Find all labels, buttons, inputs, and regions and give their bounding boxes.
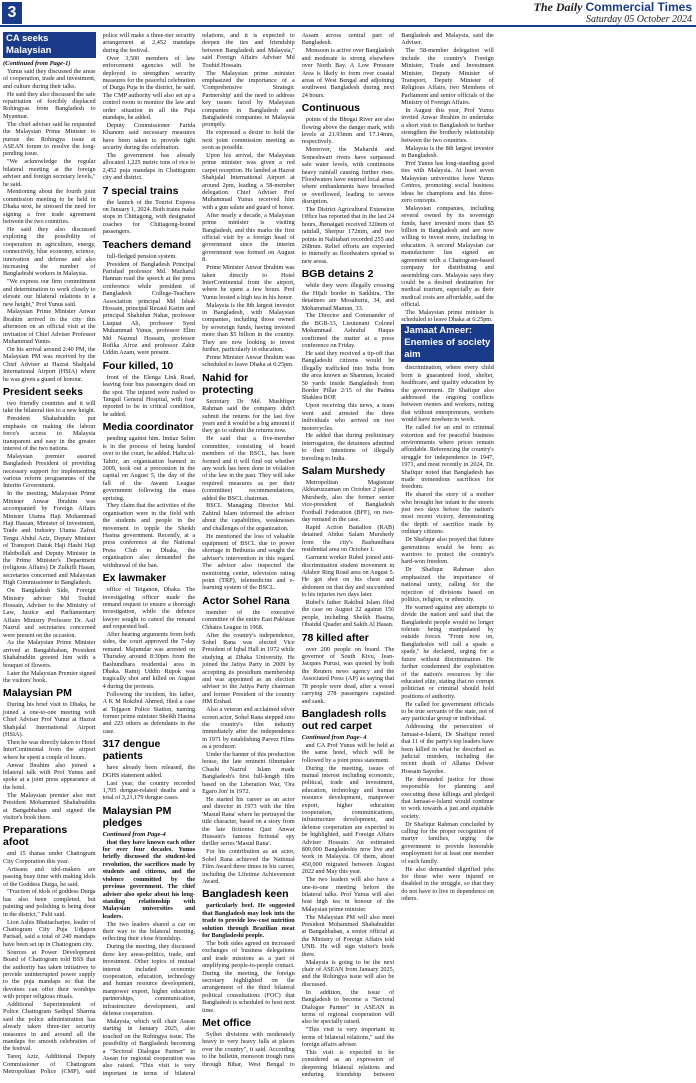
article-paragraph: Secretary Dr Md. Mushfiqur Rahman said the company didn't submit the returns for the last five years and it would be a big amount if they go to submit the returns now.	[202, 397, 295, 435]
article-paragraph: office of Teiganon, Dhaka. The investigating officer made the remand request to ensure a thorough investigation, while the defence lawyer sought to cancel the remand and requested bail.	[102, 586, 196, 631]
page-content	[3, 32, 693, 1081]
article-columns	[3, 32, 693, 1081]
article-paragraph: Additional Superintendent of Police Chattogram Sadiqul Sharma said the police administration has already taken three-tier security measures in and around all the mandaps for smooth celebration of the festival.	[3, 1001, 96, 1053]
article-paragraph: while they were illegally crossing the Hijali border in Satkhira. The detainees are Mosahurra, 34, and Mohammad Mamun, 33.	[301, 282, 395, 312]
article-headline: Jamaat Ameer: Enemies of society aim	[401, 324, 494, 362]
article-paragraph: Also a veteran and acclaimed silver screen actor, Sohel Rana stepped into the country's film industry immediately after the independence in 1971 by establishing Parvez Films as a producer.	[202, 706, 295, 751]
masthead	[0, 0, 696, 27]
article-paragraph: In addition, the issue of Bangladesh to become a "Sectoral Dialogue Partner" in ASEAN in terms of regional cooperation will also be specially raised.	[301, 988, 395, 1026]
article-paragraph: The Malaysian PM will also meet President Mohammed Shahabuddin at Bangabhaban, a senior official at the Ministry of Foreign Affairs told UNB. He will sign visitor's book there.	[301, 913, 395, 958]
article-paragraph: Malaysia is going to be the next chair of ASEAN from January 2025, and the Rohingya issue will also be discussed.	[301, 958, 395, 988]
article-headline: Nahid for protecting	[202, 371, 254, 396]
article-paragraph: After the country's independence, Sohel Rana was elected Vice President of Iqbal Hall in 1972 while studying at Dhaka University. He joined the Jatiya Party in 2009 by accepting its presidium membership and was appointed as an election adviser to the Jatiya Party chairman and former President of the country HM Ershad.	[202, 631, 295, 706]
article-paragraph: Garment worker Rubel joined anti-discrimination student movement in Adabor Ring Road area on August 5. He got shot on his chest and abdomen on that day and succumbed to his injuries two days later.	[301, 554, 395, 599]
article-paragraph: The government has already allocated 1,225 metric tons of rice to 2,452 puja mandaps in Chattogram city and district.	[102, 152, 196, 182]
article-paragraph: He shared the story of a mother who brought her infant to the streets just two days before the nation's most recent victory, demonstrating the depth of sacrifice made by ordinary citizens.	[401, 491, 494, 536]
article-headline: Continuous	[301, 102, 361, 115]
article-paragraph: After hearing arguments from both sides, the court approved the 7-day remand. Majumdar was arrested on Thursday around 8:30pm from the Bashundhara residential area in Dhaka. Ramij Uddin Rupok was tragically shot and killed on August 4 during the protests.	[102, 631, 196, 690]
article-headline: Bangladesh keen	[202, 888, 289, 901]
article-headline: Malaysian PM	[3, 687, 72, 700]
article-paragraph: He called for government officials to be true servants of the state, not of any particular group or individual.	[401, 700, 494, 723]
article-paragraph: He added that during preliminary interrogation, the detainees admitted to their intentions of illegally traveling to India.	[301, 432, 395, 462]
article-paragraph: Malaysian premier assured Bangladesh President of providing necessary support for implementing various reform programmes of the Interim Government.	[3, 452, 96, 490]
article-paragraph: The both sides agreed on increased exchanges of business delegations and trade missions as a part of amplifying people-to-people contact. During the meeting, the foreign secretary highlighted on the arrangement of the third bilateral political consultations (FOC) that Bangladesh is scheduled to host next time.	[202, 939, 295, 1014]
article-paragraph: During the meeting, they discussed three key areas-politics, trade, and investment. Other topics of mutual interest included economic cooperation, education, technology and human resource development, manpower export, higher education partnerships, communication, infrastructure development, and defense cooperation.	[102, 943, 196, 1017]
article-paragraph: He also demanded dignified jobs for those who were injured or disabled in the struggle, so that they do not have to live in dependence on others.	[401, 865, 494, 903]
article-paragraph: The Malaysian premier also met President Mohammed Shahabuddin at Bangabhaban and signed the visitor's book there.	[3, 791, 96, 821]
article-paragraph: For his contribution as an actor, Sohel Rana achieved the National Film Award three times in his career, including the Lifetime Achievement Award.	[202, 848, 295, 885]
article-paragraph: Malaysia is the 8th largest investor in Bangladesh, with Malaysian companies, including those owned by sovereign funds, having invested more than $5 billion in the country. They are now looking to invest further, particularly in education.	[202, 301, 295, 354]
article-headline: Four killed, 10	[102, 359, 174, 372]
article-paragraph: On Bangladesh Side, Foreign Ministry adviser Md Touhid Hossain, Adviser to the Ministry of Law, Justice and Parliamentary Affairs Ministry Professor Dr. Asif Nazrul and secretaries concerned were present on the occasion.	[3, 587, 96, 639]
masthead-title-block	[534, 1, 693, 25]
continued-note: (Continued from Page-1)	[3, 60, 71, 67]
article-paragraph: Rubel's father Rakibul Islam filed the case on August 22 against 156 people, including Sheikh Hasina, Obaidul Quader and Sakib Al Hasan.	[301, 599, 395, 629]
article-paragraph: Sylhet divisions with moderately heavy to very heavy falls at places over the country", it said. According to the bulletin, monsoon trough runs through Bihar, West Bengal to Assam across central part of Bangladesh.	[202, 32, 395, 1068]
article-paragraph: During his brief visit to Dhaka, he joined a one-to-one meeting with Chief Adviser Prof Yunus at Hazrat Shahjalal International Airport (HSIA).	[3, 701, 96, 739]
article-paragraph: Monsoon is active over Bangladesh and moderate to strong elsewhere over North Bay. A Low Pressure Area is likely to form over coastal areas of West Bengal and adjoining southwest Bangladesh during next 24 hours.	[301, 47, 395, 99]
article-paragraph: He said they received a tip-off that Bangladeshi citizens would be illegally trafficked into India from the area known as Shamnan, located 50 yards inside Bangladesh from Border Pillar 2/15 of the Padma Shakhra BOP.	[301, 349, 395, 402]
article-paragraph: Prof Yunus has long-standing good ties with Malaysia. At least seven Malaysian universities have Yunus Centres, promoting social business ideas he champions and his three-zero concepts.	[401, 159, 494, 204]
continued-note: Continued from Page- 4	[301, 733, 367, 741]
article-paragraph: Malaysian Prime Minister Anwar Ibrahim arrived in the city this afternoon on an official visit at the invitation of Chief Adviser Professor Muhammad Yunus.	[3, 308, 96, 346]
article-paragraph: points of the Bhogai River are also flowing above the danger mark, with levels at 21.93mm and 17.14mm, respectively.	[301, 116, 395, 146]
newspaper-name	[534, 1, 693, 14]
article-headline: CA seeks Malaysian	[3, 32, 96, 58]
article-paragraph: The chief adviser said he requested the Malaysian Prime Minister to pursue the Rohingya issue at ASEAN forum to resolve the long-pending issue.	[3, 120, 96, 158]
article-paragraph: He expressed a desire to hold the next joint commission meeting as soon as possible.	[202, 129, 295, 152]
article-bold-lead: particularly beef. He suggested that Bangladesh may look into the trade to provide low-cost nutrition solution through Brazilian meat for Bangladeshi people.	[202, 902, 295, 939]
article-paragraph: After nearly a decade, a Malaysian prime minister is visiting Bangladesh, and this marks the first official visit by a foreign head of government since the interim government was formed on August 8.	[202, 211, 295, 264]
article-headline: 78 killed after	[301, 631, 369, 644]
article-paragraph: The 58-member delegation will include the country's Foreign Minister, Trade and Investment Minister, Deputy Minister of Transport, Deputy Minister of Religious Affairs, two Members of Parliament and senior officials of the Ministry of Foreign Affairs.	[401, 47, 494, 107]
article-paragraph: BSCL Managing Director Md. Zahirul Islam informed the advisor about the capabilities, weaknesses and challenges of the organization.	[202, 502, 295, 532]
article-paragraph: In August this year, Prof Yunus invited Anwar Ibrahim to undertake a short visit to Bangladesh to further strengthen the brotherly relationship between the two countries.	[401, 107, 494, 144]
article-paragraph: full-fledged pension system.	[106, 252, 177, 260]
article-headline: President seeks	[3, 385, 83, 398]
article-paragraph: Addressing the persecution of Jamaat-e-Islami, Dr Shafiqur noted that 11 of the party's top leaders have been killed in what he described as judicial murders, including the recent death of Allama Delwar Hossain Sayedee.	[401, 723, 494, 775]
continued-note: Continued from Page-4	[102, 830, 166, 838]
article-paragraph: and 15 thanas under Chattogram City Corporation this year.	[3, 850, 96, 865]
article-paragraph: and CA Prof Yunus will be held at the same hotel, which will be followed by a joint press statement.	[301, 741, 395, 764]
article-paragraph: Upon receiving this news, a team went and arrested the three individuals who arrived on two motorcycles.	[301, 402, 395, 432]
article-paragraph: the launch of the Tourist Express on January 1, 2024. Both trains make stops in Chittagong, with designated coaches for Chittagong-bound passengers.	[102, 198, 196, 236]
article-paragraph: Upon his arrival, the Malaysian prime minister was given a red carpet reception. He landed at Hazrat Shahjalal International Airport at around 2pm, leading a 58-member delegation. Chief Adviser Prof Muhammad Yunus received him with a gun salute and guard of honor.	[202, 152, 295, 211]
article-paragraph: Dr Shafiqur also prayed that future generations would be born as warriors to protect the country's hard-won freedom.	[401, 536, 494, 566]
article-paragraph: two friendly countries and it will take the bilateral ties to a new height.	[3, 399, 96, 415]
article-paragraph: Rapid Action Battalion (RAB) detained Abdus Salam Murshedy from the city's Bashundhara residential area on October 1.	[301, 523, 395, 554]
article-paragraph: He called for an end to criminal extortion and for peaceful business environments where prices remain affordable. Referencing the country's struggle for independence in 1947, 1971, and most recently in 2024, Dr. Shafiqur noted that Bangladesh has made tremendous sacrifices for freedom.	[401, 424, 494, 491]
article-paragraph: Yunus said they discussed the areas of cooperation, trade and investment, and culture during their talks.	[3, 67, 96, 90]
article-paragraph: In the meeting, Malaysian Prime Minister Anwar Ibrahim was accompanied by Foreign Affairs Minister Utama Haji Mohammad Haji Hassan, Minister of Investment, Trade and Industry Utama Zafrul Tengu Abdul Aziz, Deputy Minister of Transport Datuk Haji Hasbi Haji Habibollah and Deputy Minister in the Prime Minister's Department (religious Affairs) Dr Zulkifli Hasan, secretaries concerned and Malaysian High Commissioner to Bangladesh.	[3, 490, 96, 587]
article-headline: 7 special trains	[102, 184, 179, 197]
article-paragraph: Under the banner of this production house, the late eminent filmmaker Chashi Nazrul Islam made Bangladesh's first full-length film based on the Liberation War, 'Ora Egaro Jon' in 1972.	[202, 751, 295, 796]
article-paragraph: Lion Ashis Bhattacharjee, leader of Chattogram City Puja Udjapon Parisad, said a total of 240 mandaps have been set up in Chattogram city.	[3, 918, 96, 948]
article-paragraph: He warned against any attempts to divide the nation and said that the Bangladeshi people would no longer tolerate being manipulated by outside forces. "From now on, Bangladeshis will call a spade a spade," he declared, urging for a future without discrimination. He further condemned the exploitation of the nation's resources by the educated elite, stating that no corrupt politician or criminal should hold positions of authority.	[401, 603, 494, 700]
article-bold-lead: that they have known each other for over four decades. Yunus briefly discussed the student-led revolution, the sacrifices made by students and citizens, and the violence committed by the previous government. The chief adviser also spoke about his long-standing relationship with Malaysian universities and leaders.	[102, 838, 196, 920]
article-paragraph: "We acknowledge the regular bilateral meeting at the foreign adviser and foreign secretary levels," he said.	[3, 158, 96, 188]
article-paragraph: Prime Minister Anwar Ibrahim was scheduled to leave Dhaka at 6:25pm.	[202, 353, 295, 369]
article-paragraph: have already been released, the DGHS statement added.	[102, 764, 196, 779]
article-paragraph: Following the incident, his father, A K M Rokibul Ahmed, filed a case at Tejgaon Police Station, naming former prime minister Sheikh Hasina and 223 others as defendants in the case.	[102, 690, 196, 735]
article-paragraph: The Malaysian prime minister is scheduled to leave Dhaka at 6:25pm.	[401, 309, 494, 324]
article-paragraph: over 200 people on board. The governor of South Kivu, Jean-Jacques Purusi, was quoted by both the Reuters news agency and the Associated Press (AP) as saying that 78 people were dead, after a vessel carrying 278 passengers capsized and sank.	[301, 645, 395, 705]
article-paragraph: The Malaysian prime minister emphasized the importance of a 'Comprehensive Strategic Partnership' and the need to address key issues faced by Malaysian companies in Bangladesh and Bangladeshi companies in Malaysia promptly.	[202, 69, 295, 129]
article-paragraph: Malaysian companies, including several owned by its sovereign funds, have invested more than $5 billion in Bangladesh and are now willing to invest more, including in education. A second Malaysian car manufacturer has signed an agreement with a Chattogram-based company for distributing and assembling cars. Malaysia says they could be a desired destination for medical tourism, especially as their medical costs are affordable, said the official.	[401, 204, 494, 309]
article-headline: Salam Murshedy	[301, 465, 386, 478]
article-headline: BGB detains 2	[301, 268, 374, 281]
article-paragraph: He demanded justice for those responsible for planning and executing these killings and pledged that Jamaat-e-Islami would continue to work towards a just and equitable society.	[401, 775, 494, 820]
article-paragraph: Malaysia, which will chair Asean starting in January 2025, also touched on the Rohingya issue. The possibility of Bangladesh becoming a "Sectoral Dialogue Partner" in Asean for regional cooperation was also raised. "This visit is very important in terms of bilateral relations, and it is expected to deepen the ties and friendship between Bangladesh and Malaysia," said Foreign Affairs Adviser Md Touhid Hossain.	[102, 32, 295, 1077]
article-paragraph: He said they also discussed exploring the possibility of cooperation in agriculture, energy, connectivity, blue economy, science, innovation and defense and also increasing the number of Bangladeshi workers in Malaysia.	[3, 225, 96, 278]
article-paragraph: President of Bangladesh Principal Parishad professor Md. Mazharul Hannan read the speech at the press conference while president of Bangladesh College-Teachers Association principal Md Ishak Hossain, principal Rezaul Karim and principal Shahidun Nahar, professor Liaquat Ali, professor Syed Muhammad Yunus, professor Elim Md Nazmul Hossain, professor Rofika Afroz and professor Zahir Uddin Azam, were present.	[102, 260, 196, 357]
article-paragraph: Last year, the country recorded 1,705 dengue-related deaths and a total of 3,21,179 dengue cases.	[102, 779, 196, 802]
article-paragraph: member of the executive committee of the entire East Pakistan Chhatra League in 1968.	[202, 608, 295, 631]
article-paragraph: He mentioned the loss of valuable equipment of BSCL due to power shortage in Betbunia and sought the adviser's intervention in this regard. The advisor also inspected the monitoring center, television rating point (TRP), telemedicine and e-learning system of the BSCL.	[202, 532, 295, 592]
article-paragraph: President Shahabuddin put emphasis on making the labour force's access to Malaysia transparent and easy in the greater interest of the two nations.	[3, 415, 96, 452]
article-headline: Media coordinator	[102, 421, 194, 434]
article-paragraph: As the Malaysian Prime Minister arrived at Bangabhaban, President Shahabuddin greeted him with a bouquet of flowers.	[3, 639, 96, 669]
article-paragraph: Mentioning about the fourth joint commission meeting to be held in Dhaka next, he stressed the need for signing a free trade agreement between the two countries.	[3, 188, 96, 226]
article-paragraph: The two leaders shared a car on their way to the bilateral meeting, reflecting their close friendship.	[102, 920, 196, 943]
newspaper-name-main: Commercial Times	[585, 0, 692, 14]
article-paragraph: He said they also discussed the safe repatriation of forcibly displaced Rohingyas from Bangladesh to Myanmar.	[3, 90, 96, 120]
article-headline: Ex lawmaker	[102, 572, 167, 585]
newspaper-name-prefix: The Daily	[533, 0, 586, 14]
article-paragraph: This visit is expected to be considered as an expression of deepening bilateral relations and enduring friendship between Bangladesh and Malaysia, said the Adviser.	[301, 32, 494, 1079]
article-headline: Malaysian PM pledges	[102, 804, 172, 829]
article-paragraph: He said that a five-member committee, consisting of board members of the BSCL, has been formed and it will find out whether any work has been done in violation of the law in the past. They will take required measures as per their (committee) recommendations, added the BSCL chairman.	[202, 435, 295, 502]
article-headline: Bangladesh rolls out red carpet	[301, 707, 387, 732]
article-paragraph: He started his career as an actor and director in 1973 with the film 'Masud Rana' where he portrayed the title character, based on a story from the late fictionist Qazi Anwar Hussain's famous fictional spy thriller series 'Masud Rana'.	[202, 796, 295, 848]
article-paragraph: The Director and Commander of the BGB-33, Lieutenant Colonel Mohammad Ashraful Haque confirmed the matter at a press conference on Friday.	[301, 312, 395, 350]
article-headline: Actor Sohel Rana	[202, 594, 290, 607]
article-paragraph: The District Agricultural Extension Office has reported that in the last 24 hours, Jhenaigati received 320mm of rainfall, Sherpur 172mm, and two points in Nalitabari recorded 255 and 268mm. Relief efforts are expected to intensify as floodwaters spread to new areas.	[301, 206, 395, 265]
article-paragraph: Anwar Ibrahim also joined a bilateral talk with Prof Yunus and spoke at a joint press appearance at the hotel.	[3, 761, 96, 791]
article-paragraph: Later the Malaysian Premier signed the visitors' book.	[3, 669, 96, 684]
article-paragraph: Moreover, the Maharshi and Someshwari rivers have surpassed safe water levels, with continuous heavy rainfall causing further rises. Floodwaters have entered local areas where embankments have breached or overflowed, leading to severe disruption.	[301, 146, 395, 206]
article-paragraph: "This visit is very important in terms of bilateral relations," said the foreign affairs adviser.	[301, 1026, 395, 1049]
article-paragraph: "Fraction of idols of goddess Durga has also been completed, but painting and polishing is being done in the district," Palit said.	[3, 888, 96, 918]
article-headline: Teachers demand	[102, 238, 192, 251]
article-paragraph: "We express our firm commitment and determination to work closely to elevate our bilateral relations to a new height," Prof Yunus said.	[3, 278, 96, 308]
article-paragraph: Malaysia is the 8th largest investor in Bangladesh.	[401, 144, 494, 159]
article-paragraph: They claim that the activities of the organisation were in the field with the students and people in the movement to topple the Sheikh Hasina government. Recently, at a press conference at the National Press Club in Dhaka, the organisation also demanded the withdrawal of the ban.	[102, 502, 196, 569]
article-paragraph: front of the Elenga Link Road, leaving four bus passengers dead on the spot. The injured were rushed to Tangail General Hospital, with four reported to be in critical condition, he added.	[102, 373, 196, 418]
article-paragraph: The two leaders will also have a one-to-one meeting before the bilateral talks. Prof Yunus will also host high tea in honour of the Malaysian prime minister.	[301, 876, 395, 913]
article-paragraph: Metropolitan Magistrate Akhtaruzzaman on October 2 placed Murshedy, also the former senior vice-president of Bangladesh Football Federation (BFF), on two-day remand in the case.	[301, 479, 395, 524]
article-paragraph: Sources at Power Development Board of Chattogram told BSS that the authority has taken initiatives to provide uninterrupted power supply to the puja mandaps so that the devotees can offer their worships with proper religious rituals.	[3, 948, 96, 1001]
article-paragraph: Artisans and idol-makers are passing busy time with making idols of the Goddess Durga, he said.	[3, 865, 96, 888]
article-paragraph: Then he was directly taken to Hotel InterContinental from the airport where he spent a couple of hours.	[3, 738, 96, 761]
article-paragraph: pending against him. Imtiaz Selim is in the process of being handed over to the court, he added. Hafiz ul-Tahrir, an organisation banned in 2009, took out a procession in the capital on August 5, the day of the fall of the Awami League government following the mass uprising.	[102, 435, 196, 502]
article-headline: Met office	[202, 1016, 252, 1029]
article-headline: Preparations afoot	[3, 824, 68, 849]
article-paragraph: During the meeting, issues of mutual interest including economic, political, trade and investment, education, technology and human resource development, manpower export, higher education cooperation, communications, infrastructure development, and defense cooperation are expected to be highlighted, said Foreign Affairs Adviser Hossain. An estimated 800,000 Bangladeshis now live and work in Malaysia. Of them, about 450,000 migrated between August 2022 and May this year.	[301, 764, 395, 876]
article-paragraph: Prime Minister Anwar Ibrahim was taken directly to Hotel InterContinental from the airport, where he spent a few hours. Prof Yunus hosted a high tea in his honor.	[202, 264, 295, 301]
article-paragraph: Deputy Commissioner Farida Khanom said necessary measures have been taken to provide tight security during the celebration.	[102, 121, 196, 152]
article-paragraph: Tareq Aziz, Additional Deputy Commissioner of Chattogram Metropolitan Police (CMP), said police will make a three-tier security arrangement at 2,452 mandaps during the festival.	[3, 32, 196, 1076]
issue-date: Saturday 05 October 2024	[585, 14, 692, 25]
article-paragraph: Dr Shafiqur Rahman concluded by calling for the proper recognition of martyr families, urging the government to provide honorable employment for at least one member of each family.	[401, 820, 494, 865]
article-paragraph: Over 3,500 members of law enforcement agencies will be deployed to strengthen security measures for the peaceful celebration of Durga Puja in the district, he said. The CMP authority will also set up a control room to monitor the law and order situation in all the Puja mandaps, he added.	[102, 54, 196, 121]
page-number: 3	[2, 2, 22, 24]
article-paragraph: Dr Shafiqur Rahman also emphasized the importance of national unity, calling for the rejection of divisions based on politics, religion, or ethnicity.	[401, 566, 494, 603]
article-paragraph: discrimination, where every child born is guaranteed food, shelter, healthcare, and quality education by the government. Dr Shafiqur also addressed the ongoing conflicts between owners and workers, noting that without entrepreneurs, workers would have nowhere to work.	[401, 364, 494, 424]
article-paragraph: On his arrival around 2:40 PM, the Malaysian PM was received by the Chief Adviser at Hazrat Shahjalal International Airport (HSIA) where he was given a guard of honour.	[3, 345, 96, 383]
article-headline: 317 dengue patients	[102, 738, 161, 763]
